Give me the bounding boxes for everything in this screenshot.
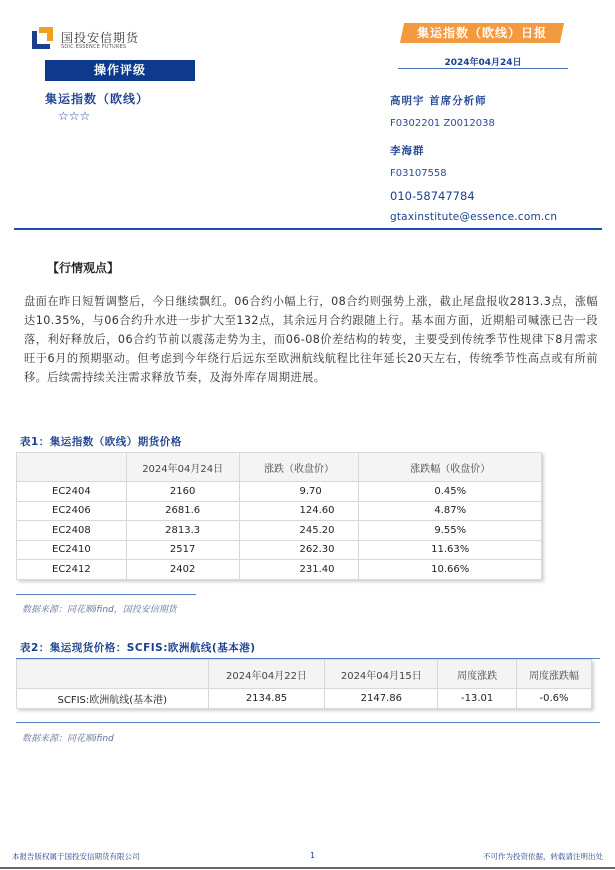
table1-header-blank: [17, 453, 127, 482]
table2-header-row: [17, 660, 592, 689]
table1-source: 数据来源：同花顺ifind，国投安信期货: [22, 605, 177, 615]
table2-header-weekly-change-pct: 周度涨跌幅: [517, 660, 592, 689]
contact-phone: 010-58747784: [390, 189, 475, 203]
contact-email[interactable]: gtaxinstitute@essence.com.cn: [390, 211, 558, 223]
table1-header-row: [17, 453, 542, 482]
close-price: 2681.6: [126, 501, 239, 521]
price-change: 245.20: [239, 521, 359, 541]
table1-header-change: 涨跌（收盘价）: [239, 453, 359, 482]
contract-code: EC2408: [17, 521, 127, 541]
table-row: [17, 560, 542, 580]
contract-code: EC2412: [17, 560, 127, 580]
price-change-pct: 9.55%: [359, 521, 542, 541]
rating-stars-icon: ☆☆☆: [58, 109, 91, 123]
date-divider: [398, 68, 568, 69]
footer-copyright: 本报告版权属于国投安信期货有限公司: [12, 852, 140, 861]
table-row: [17, 501, 542, 521]
logo-text-cn: 国投安信期货: [61, 31, 140, 45]
market-view-title: 【行情观点】: [47, 261, 120, 275]
value-date1: 2134.85: [208, 689, 325, 709]
footer-divider: [0, 867, 615, 869]
spot-price-table: [16, 659, 592, 709]
contract-code: EC2406: [17, 501, 127, 521]
rating-label: 操作评级: [45, 60, 195, 81]
price-change: 262.30: [239, 540, 359, 560]
company-logo: [32, 27, 152, 55]
table2-header-date2: 2024年04月15日: [325, 660, 438, 689]
analyst-1-ids: F0302201 Z0012038: [390, 118, 495, 129]
analyst-1-name: 高明宇 首席分析师: [390, 95, 487, 107]
table2-source: 数据来源：同花顺ifind: [22, 734, 114, 744]
close-price: 2517: [126, 540, 239, 560]
table1-bottom-rule: [16, 594, 196, 595]
futures-price-table: [16, 452, 542, 580]
table1-caption: 表1：集运指数（欧线）期货价格: [20, 436, 182, 448]
price-change: 9.70: [239, 482, 359, 502]
price-change-pct: 10.66%: [359, 560, 542, 580]
logo-mark-icon: [32, 27, 54, 49]
close-price: 2813.3: [126, 521, 239, 541]
price-change-pct: 4.87%: [359, 501, 542, 521]
table1-header-change-pct: 涨跌幅（收盘价）: [359, 453, 542, 482]
close-price: 2402: [126, 560, 239, 580]
table2-caption: 表2：集运现货价格：SCFIS:欧洲航线(基本港): [20, 642, 256, 654]
contract-code: EC2404: [17, 482, 127, 502]
table-row: [17, 540, 542, 560]
market-view-paragraph: 盘面在昨日短暂调整后，今日继续飘红。06合约小幅上行，08合约则强势上涨，截止尾盘报收2813.3点，涨幅达10.35%，与06合约升水进一步扩大至132点，其余远月合约跟随上行。基本面方面，近期船司喊涨已告一段落，利好释放后，06合约节前以震荡走势为主，而06-08价差结构的转变，主要受到传统季节性规律下8月需求旺于6月的预期驱动。但考虑到今年绕行后远东至欧洲航线航程比往年延长20天左右，传统季节性高点或有所前移。后续需持续关注需求释放节奏，及海外库存周期进展。: [24, 295, 598, 384]
table1-header-date: 2024年04月24日: [126, 453, 239, 482]
table2-bottom-rule: [16, 722, 600, 723]
price-change-pct: 0.45%: [359, 482, 542, 502]
table2-header-blank: [17, 660, 209, 689]
table2-header-date1: 2024年04月22日: [208, 660, 325, 689]
analyst-2-ids: F03107558: [390, 168, 447, 179]
weekly-change: -13.01: [438, 689, 517, 709]
contract-code: EC2410: [17, 540, 127, 560]
index-name: SCFIS:欧洲航线(基本港): [17, 689, 209, 709]
table-row: [17, 521, 542, 541]
table2-header-weekly-change: 周度涨跌: [438, 660, 517, 689]
header-divider: [14, 228, 602, 230]
table-row: [17, 689, 592, 709]
price-change: 231.40: [239, 560, 359, 580]
rating-instrument: 集运指数（欧线）: [45, 92, 150, 106]
footer-disclaimer: 不可作为投资依据，转载请注明出处: [483, 852, 603, 861]
price-change-pct: 11.63%: [359, 540, 542, 560]
logo-text-en: SDIC ESSENCE FUTURES: [61, 44, 127, 50]
analyst-2-name: 李海群: [390, 145, 425, 157]
table-row: [17, 482, 542, 502]
price-change: 124.60: [239, 501, 359, 521]
report-title: 集运指数（欧线）日报: [416, 26, 547, 40]
page-number: 1: [310, 851, 316, 860]
weekly-change-pct: -0.6%: [517, 689, 592, 709]
value-date2: 2147.86: [325, 689, 438, 709]
report-date: 2024年04月24日: [444, 58, 522, 68]
close-price: 2160: [126, 482, 239, 502]
